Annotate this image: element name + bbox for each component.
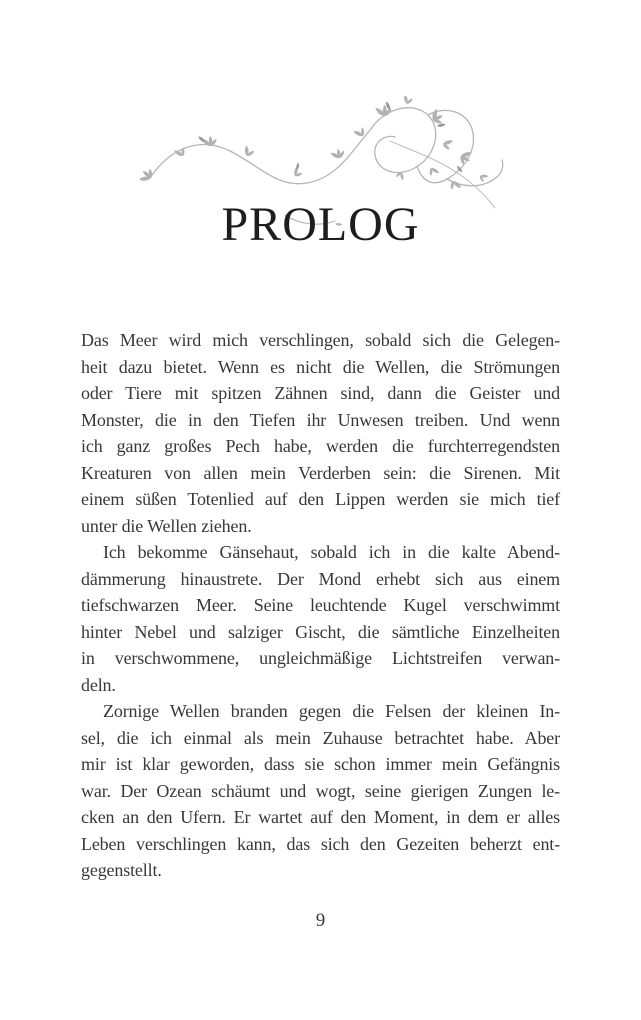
paragraph <box>81 698 560 884</box>
text-line: sel, die ich einmal als mein Zuhause betrachtet habe. Aber <box>81 727 560 748</box>
text-line: gegenstellt. <box>81 860 162 880</box>
text-line: Leben verschlingen kann, das sich den Gezeiten beherzt ent- <box>81 833 560 854</box>
text-line: in verschwommene, ungleichmäßige Lichtstreifen verwan- <box>81 648 560 668</box>
text-line: einem süßen Totenlied auf den Lippen werden sie mich tief <box>81 489 560 509</box>
text-line: hinter Nebel und salziger Gischt, die sämtliche Einzelheiten <box>81 621 560 642</box>
body-text <box>81 327 560 884</box>
paragraph <box>81 327 560 539</box>
text-line: dämmerung hinaustrete. Der Mond erhebt sich aus einem <box>81 568 560 589</box>
text-line: Kreaturen von allen mein Verderben sein: die Sirenen. Mit <box>81 462 560 483</box>
paragraph <box>81 539 560 698</box>
text-line: Zornige Wellen branden gegen die Felsen der kleinen In- <box>103 701 560 721</box>
text-line: cken an den Ufern. Er wartet auf den Moment, in dem er alles <box>81 807 560 827</box>
text-line: unter die Wellen ziehen. <box>81 515 252 536</box>
text-line: war. Der Ozean schäumt und wogt, seine gierigen Zungen le- <box>81 780 560 801</box>
page-number: 9 <box>315 910 326 931</box>
text-line: ich ganz großes Pech habe, werden die furchterregendsten <box>81 436 560 456</box>
chapter-title: PROLOG <box>221 198 420 252</box>
text-line: tiefschwarzen Meer. Seine leuchtende Kugel verschwimmt <box>81 595 560 615</box>
text-line: Monster, die in den Tiefen ihr Unwesen treiben. Und wenn <box>81 409 560 430</box>
text-line: oder Tiere mit spitzen Zähnen sind, dann die Geister und <box>81 383 560 403</box>
text-line: Ich bekomme Gänsehaut, sobald ich in die kalte Abend- <box>103 542 560 562</box>
text-line: Das Meer wird mich verschlingen, sobald sich die Gelegen- <box>81 330 560 350</box>
text-line: deln. <box>81 674 116 695</box>
text-line: mir ist klar geworden, dass sie schon immer mein Gefängnis <box>81 754 560 774</box>
text-line: heit dazu bietet. Wenn es nicht die Wellen, die Strömungen <box>81 356 560 377</box>
